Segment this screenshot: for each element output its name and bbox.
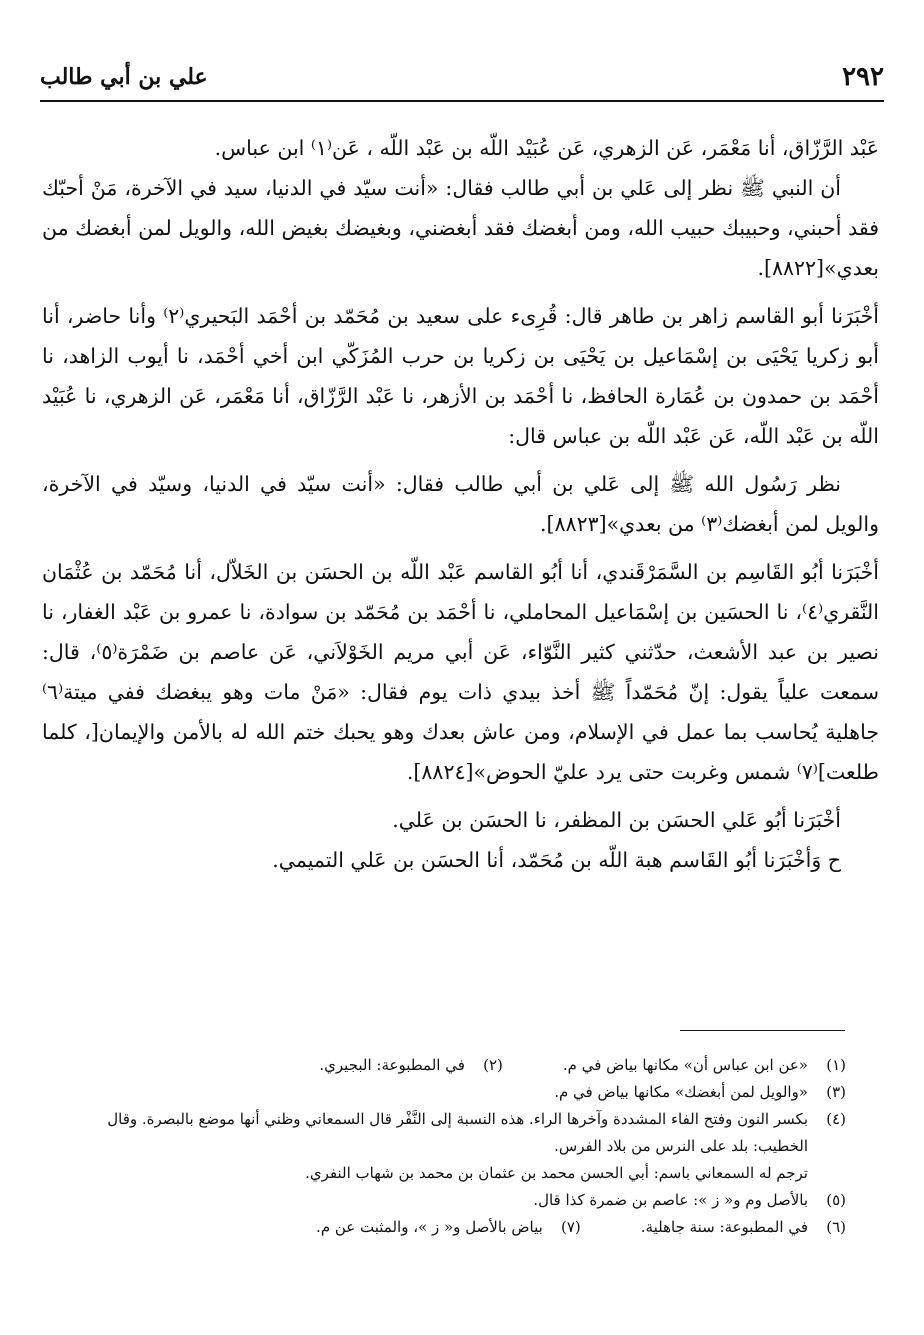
header-rule <box>40 100 884 102</box>
footnote-text: «عن ابن عباس أن» مكانها بياض في م. <box>562 1056 808 1074</box>
footnote-1 <box>563 1052 846 1079</box>
paragraph-7: ح وَأخْبَرَنا أبُو القَاسم هبة اللّه بن مُحَمّد، أنا الحسَن بن عَلي التميمي. <box>272 848 841 872</box>
footnotes <box>50 1052 846 1241</box>
main-text <box>42 128 879 880</box>
footnote-6 <box>641 1214 846 1241</box>
page-header <box>40 62 884 102</box>
footnote-rule <box>680 1030 845 1031</box>
footnote-text: في المطبوعة: سنة جاهلية. <box>640 1218 808 1236</box>
footnote-4 <box>50 1106 846 1160</box>
footnote-number: (٧) <box>561 1218 581 1236</box>
footnote-text: «والويل لمن أبغضك» مكانها بياض في م. <box>554 1083 808 1101</box>
footnote-number: (٢) <box>483 1056 503 1074</box>
paragraph-3: أخْبَرَنا أبو القاسم زاهر بن طاهر قال: قُرِىء على سعيد بن مُحَمّد بن أحْمَد البَحيري⁽٢⁾ وأنا حاضر، أنا أبو زكريا يَحْيَى بن إسْمَاعيل بن يَحْيَى بن زكريا بن حرب المُزَكّي ابن أخي أحْمَد، نا أيوب الزاهد، نا أحْمَد بن حمدون بن عُمَارة الحافظ، نا أحْمَد بن الأزهر، نا عَبْد الرَّزّاق، أنا مَعْمَر، عَن الزهري، نا عُبَيْد اللّه بن عَبْد اللّه، عَن عَبْد اللّه بن عباس قال: <box>42 304 879 448</box>
paragraph-6: أخْبَرَنا أبُو عَلي الحسَن بن المظفر، نا الحسَن بن عَلي. <box>392 808 841 832</box>
footnote-row-3 <box>50 1079 846 1106</box>
paragraph-1: عَبْد الرَّزّاق، أنا مَعْمَر، عَن الزهري، عَن عُبَيْد اللّه بن عَبْد اللّه ، عَن⁽١⁾ ابن عباس. <box>214 136 879 160</box>
footnote-row-6 <box>50 1214 846 1241</box>
footnote-number: (١) <box>826 1056 846 1074</box>
footnote-number: (٤) <box>826 1110 846 1128</box>
footnote-text: بياض بالأصل و« ز »، والمثبت عن م. <box>316 1218 543 1236</box>
page-number: ٢٩٢ <box>842 62 884 92</box>
footnote-5 <box>533 1187 846 1214</box>
footnote-number: (٣) <box>826 1083 846 1101</box>
footnote-3 <box>554 1079 846 1106</box>
footnote-2 <box>319 1052 503 1079</box>
footnote-text: بالأصل وم و« ز »: عاصم بن ضمرة كذا قال. <box>533 1191 808 1209</box>
footnote-4-continuation: ترجم له السمعاني باسم: أبي الحسن محمد بن عثمان بن محمد بن شهاب النفري. <box>305 1164 808 1182</box>
footnote-row-5 <box>50 1187 846 1214</box>
footnote-number: (٦) <box>826 1218 846 1236</box>
footnote-row-4 <box>50 1106 846 1160</box>
footnote-text: بكسر النون وفتح الفاء المشددة وآخرها الراء. هذه النسبة إلى النَّفْر قال السمعاني وظني أنها موضع بالبصرة. وقال الخطيب: بلد على النرس من بلاد الفرس. <box>107 1110 808 1155</box>
running-title: علي بن أبي طالب <box>40 64 208 90</box>
paragraph-2: أن النبي ﷺ نظر إلى عَلي بن أبي طالب فقال: «أنت سيّد في الدنيا، سيد في الآخرة، مَنْ أحبّك فقد أحبني، وحبيبك حبيب الله، ومن أبغضك فقد أبغضني، وبغيضك بغيض الله، والويل لمن أبغضك من بعدي»[٨٨٢٢]. <box>42 176 879 280</box>
footnote-7 <box>316 1214 581 1241</box>
footnote-row-1 <box>50 1052 846 1079</box>
footnote-text: في المطبوعة: البجيري. <box>319 1056 465 1074</box>
paragraph-5: أخْبَرَنا أبُو القَاسِم بن السَّمَرْقَندي، أنا أبُو القاسم عَبْد اللّه بن الحسَن بن الخَلاّل، أنا مُحَمّد بن عُثْمَان النَّقري⁽٤⁾، نا الحسَين بن إسْمَاعيل المحاملي، نا أحْمَد بن مُحَمّد بن سوادة، نا عمرو بن عَبْد الغفار، نا نصير بن عبد الأشعث، حدّثني كثير النَّوّاء، عَن أبي مريم الخَوْلاَني، عَن عاصم بن ضَمْرَة⁽٥⁾، قال: سمعت علياً يقول: إنّ مُحَمّداً ﷺ أخذ بيدي ذات يوم فقال: «مَنْ مات وهو يبغضك ففي ميتة⁽٦⁾ جاهلية يُحاسب بما عمل في الإسلام، ومن عاش بعدك وهو يحبك ختم الله له بالأمن والإيمان[، كلما طلعت]⁽٧⁾ شمس وغربت حتى يرد عليّ الحوض»[٨٨٢٤]. <box>42 560 879 784</box>
paragraph-4: نظر رَسُول الله ﷺ إلى عَلي بن أبي طالب فقال: «أنت سيّد في الدنيا، وسيّد في الآخرة، والويل لمن أبغضك⁽٣⁾ من بعدي»[٨٨٢٣]. <box>42 472 879 536</box>
footnote-number: (٥) <box>826 1191 846 1209</box>
